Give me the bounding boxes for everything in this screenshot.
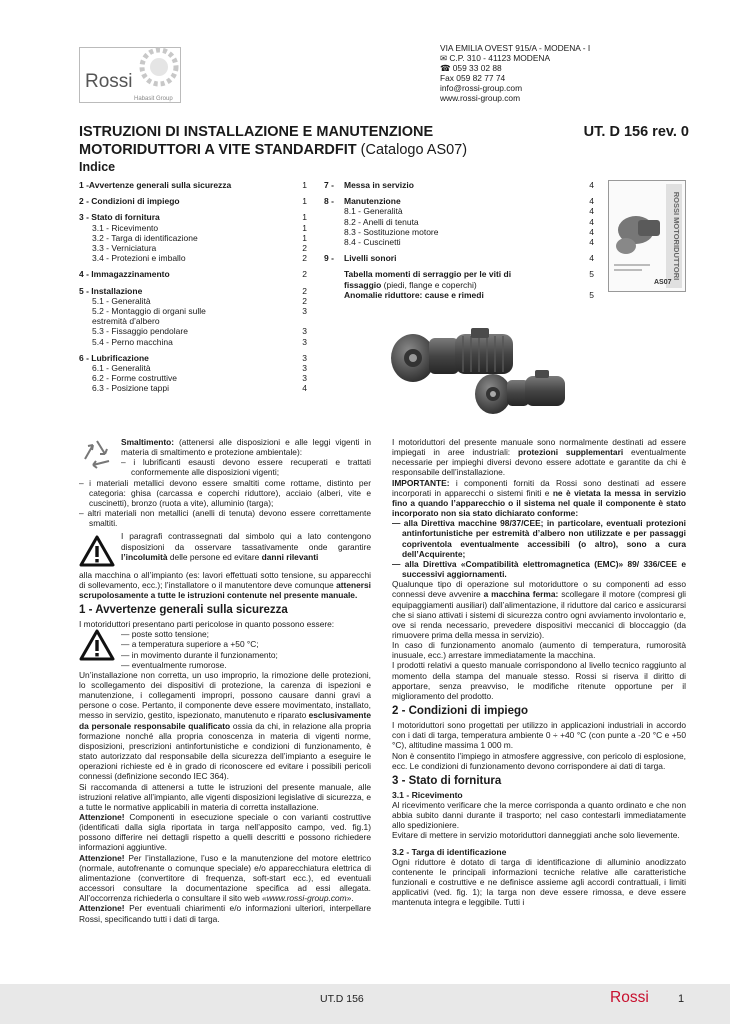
rossi-logo [79, 47, 181, 103]
index-entry-label [344, 237, 401, 247]
notice-emphasis: l’incolumità [121, 551, 168, 562]
index-entry-title: fissaggio [344, 279, 382, 290]
index-entry[interactable] [79, 363, 307, 373]
paragraph: Un’installazione non corretta, un uso improprio, la rimozione delle protezioni, lo scollegamento dei dispositivi di protezione, la carenza di ispezioni e manutenzione, i collegamenti impropri, possono causare danni gravi a persone o cose. Pertanto, il componente deve essere movimentato, installato, messo in servizio, gestito, ispezionato, manutenuto e riparato [79, 669, 371, 721]
index-entry-label [92, 306, 206, 316]
index-entry-label [79, 196, 180, 206]
index-entry-page: 5 [589, 269, 594, 280]
index-entry[interactable] [79, 180, 307, 190]
section-heading: 2 - Condizioni di impiego [392, 705, 529, 718]
title-line-1: ISTRUZIONI DI INSTALLAZIONE E MANUTENZIONE [79, 124, 434, 140]
index-entry-page: 5 [589, 289, 594, 300]
notice-emphasis: danni rilevanti [261, 551, 319, 562]
left-body-column [79, 437, 371, 924]
index-entry-title: estremità d’albero [92, 316, 160, 327]
notice-text: alla macchina o all’impianto (es: lavori effettuati sotto tensione, su apparecchi di sollevamento, ecc.); l’installatore o il manutentore deve comunque [79, 569, 371, 590]
index-entry-title: 3.2 - Targa di identificazione [92, 232, 198, 243]
index-entry[interactable] [79, 269, 307, 279]
website-link[interactable]: «www.rossi-group.com» [261, 893, 352, 904]
paragraph: Al ricevimento verificare che la merce corrisponda a quanto ordinato e che non abbia subito danni durante il trasporto; nel caso contestarli immediatamente allo spedizioniere. [392, 800, 686, 831]
index-entry-label [92, 383, 169, 393]
index-entry[interactable] [79, 373, 307, 383]
index-entry-number: 9 - [324, 253, 334, 264]
document-code: UT. D 156 rev. 0 [583, 124, 689, 140]
index-entry-page: 4 [589, 253, 594, 264]
section-heading: 1 - Avvertenze generali sulla sicurezza [79, 604, 288, 617]
disposal-item: – altri materiali non metallici (anelli di tenuta) devono essere correttamente smaltiti. [79, 508, 371, 529]
index-entry[interactable] [79, 326, 307, 336]
address-line: ✉ C.P. 310 - 41123 MODENA [440, 53, 551, 64]
index-entry-label [92, 337, 173, 347]
index-entry-title: 8.1 - Generalità [344, 206, 403, 217]
index-entry-page: 4 [589, 180, 594, 190]
gearmotor-product-photo [385, 328, 575, 420]
index-entry-label [344, 280, 477, 290]
index-entry[interactable] [324, 280, 594, 290]
index-entry-label [79, 180, 231, 190]
cover-spine-text: ROSSI MOTORIDUTTORI [672, 191, 681, 281]
index-entry-title: Livelli sonori [344, 253, 397, 264]
index-entry-label [79, 269, 170, 279]
index-entry-page: 3 [302, 373, 307, 384]
index-right-column [324, 180, 594, 300]
index-entry[interactable] [324, 227, 594, 237]
index-entry-label [92, 233, 198, 243]
index-entry-label [344, 227, 439, 237]
index-entry-title: 3.1 - Ricevimento [92, 222, 159, 233]
index-entry-page: 3 [302, 326, 307, 337]
index-entry-label [92, 296, 151, 306]
index-entry-label [324, 196, 401, 206]
company-address [440, 43, 590, 104]
index-entry-title: 5 - Installazione [79, 285, 143, 296]
index-entry-title: Tabella momenti di serraggio per le viti di [344, 269, 512, 280]
index-entry[interactable] [79, 196, 307, 206]
index-entry-title: 2 - Condizioni di impiego [79, 196, 180, 207]
hazard-item: — eventualmente rumorose. [121, 659, 227, 670]
paragraph-emphasis: protezioni supplementari [518, 447, 624, 458]
index-entry-label [344, 269, 511, 279]
phone-line: ☎ 059 33 02 88 [440, 63, 502, 74]
attention-label: Attenzione! [79, 852, 125, 863]
index-entry-title: 8.2 - Anelli di tenuta [344, 216, 419, 227]
hazard-list [79, 629, 371, 670]
index-entry-page: 4 [302, 383, 307, 394]
page-number: 1 [678, 993, 685, 1005]
right-body-column [392, 437, 686, 908]
catalog-ref: (Catalogo AS07) [356, 142, 468, 158]
fax-line: Fax 059 82 77 74 [440, 73, 506, 84]
index-entry-title: 3.4 - Protezioni e imballo [92, 253, 186, 264]
directive-item: — alla Direttiva «Compatibilità elettromagnetica (EMC)» 89/ 336/CEE e successivi aggiornamenti. [392, 558, 686, 580]
warning-icon [79, 531, 115, 569]
hazard-item: — in movimento durante il funzionamento; [121, 649, 278, 660]
paragraph: I motoriduttori presentano parti pericolose in quanto possono essere: [79, 619, 335, 630]
index-entry-number: 8 - [324, 196, 334, 207]
index-entry[interactable] [324, 217, 594, 227]
paragraph-emphasis: ne è vietata la messa in servizio fino a quando l’apparecchio o il sistema nel quale il componente è stato incorporato non sia stato dichiarato conforme: [392, 487, 686, 519]
index-entry-label [92, 326, 188, 336]
index-entry[interactable] [79, 337, 307, 347]
index-entry[interactable] [79, 306, 307, 316]
index-heading: Indice [79, 160, 116, 174]
warning-icon [79, 629, 115, 670]
logo-text: Rossi [85, 71, 133, 92]
hazard-item: — a temperatura superiore a +50 °C; [121, 639, 259, 650]
paragraph: I prodotti relativi a questo manuale corrispondono al livello tecnico raggiunto al momento della stampa del manuale stesso. Rossi si riserva il diritto di apportare, senza preavviso, le modifiche ritenute opportune per il miglioramento del prodotto. [392, 660, 686, 701]
index-entry-label [324, 180, 414, 190]
hazard-item: — poste sotto tensione; [121, 629, 209, 640]
disposal-item: – i materiali metallici devono essere smaltiti come rottame, distinto per categoria: ghisa (carcassa e coperchi riduttore), acciaio (alberi, vite e cuscinetti), bronzo (ruota a vite), alluminio (targa); [79, 477, 371, 508]
index-entry-title: Manutenzione [344, 196, 401, 207]
paragraph: I motoriduttori del presente manuale sono normalmente destinati ad essere impiegati in aree industriali: [392, 437, 686, 458]
index-entry-page: 2 [302, 295, 307, 306]
paragraph: Evitare di mettere in servizio motoriduttori danneggiati anche solo lievemente. [392, 830, 680, 841]
index-entry[interactable] [79, 296, 307, 306]
paragraph: Non è consentito l’impiego in atmosfere aggressive, con pericolo di esplosione, ecc. Le condizioni di funzionamento devono corrispondere ai dati di targa. [392, 750, 686, 771]
index-entry[interactable] [324, 253, 594, 263]
cover-caption: AS07 [654, 279, 672, 286]
index-entry[interactable] [79, 353, 307, 363]
website-link[interactable]: www.rossi-group.com [440, 93, 521, 104]
index-entry-page: 2 [302, 243, 307, 254]
index-entry-page: 1 [302, 232, 307, 243]
index-entry-page: 3 [302, 336, 307, 347]
index-entry-title: 6.1 - Generalità [92, 363, 151, 374]
index-entry-page: 1 [302, 196, 307, 207]
index-entry-number: 7 - [324, 180, 334, 190]
subsection-heading: 3.1 - Ricevimento [392, 789, 463, 800]
section-heading: 3 - Stato di fornitura [392, 774, 502, 787]
notice-text: delle persone ed evitare [167, 551, 262, 562]
index-entry[interactable] [79, 253, 307, 263]
index-entry-page: 4 [589, 226, 594, 237]
index-entry-label [92, 373, 177, 383]
index-entry-page: 4 [589, 196, 594, 207]
index-entry-title: Messa in servizio [344, 180, 414, 190]
logo-subtext: Habasit Group [134, 96, 173, 102]
index-entry[interactable] [79, 212, 307, 222]
index-entry-page: 3 [302, 306, 307, 317]
index-entry-title: 6 - Lubrificazione [79, 352, 149, 363]
index-entry-title: Anomalie riduttore: cause e rimedi [344, 289, 484, 300]
index-entry-page: 4 [589, 206, 594, 217]
index-entry-title: 3.3 - Verniciatura [92, 243, 157, 254]
index-entry-page: 2 [302, 253, 307, 264]
index-entry-label [92, 223, 158, 233]
index-left-column [79, 180, 307, 394]
paragraph: eventualmente necessarie per impieghi diversi devono essere adottate e garantite da chi è responsabile dell’installazione. [392, 447, 686, 478]
index-entry-label [92, 243, 156, 253]
index-entry[interactable] [324, 206, 594, 216]
attention-label: Attenzione! [79, 812, 125, 822]
index-entry[interactable] [324, 196, 594, 206]
index-entry[interactable] [79, 233, 307, 243]
index-entry-title: 8.4 - Cuscinetti [344, 237, 401, 248]
index-entry[interactable] [79, 286, 307, 296]
paragraph: scollegare il motore (compresi gli equipaggiamenti ausiliari) dall’alimentazione, il riduttore dal carico e assicurarsi che si siano attivati i sistemi di sicurezza contro ogni avviamento involontario e, ove si renda necessario, prevedere dispositivi meccanici di bloccaggio (da rimuovere prima della messa in servizio). [392, 589, 686, 640]
index-entry-page: 2 [302, 285, 307, 296]
footer-document-code: UT.D 156 [320, 993, 364, 1005]
paragraph: Componenti in esecuzione speciale o con varianti costruttive (identificati dalla sigla riportata in targa nell’apposito campo, ved. fig.1) possono differire nei dettagli rispetto a quelli descritti e possono richiedere informazioni aggiuntive. [79, 812, 371, 853]
index-entry-title: 4 - Immagazzinamento [79, 269, 170, 280]
notice-text: I paragrafi contrassegnati dal simbolo qui a lato contengono disposizioni da osservare tassativamente onde garantire [121, 531, 371, 552]
subsection-heading: 3.2 - Targa di identificazione [392, 846, 507, 857]
index-entry-label [92, 253, 186, 263]
index-entry-label [79, 286, 142, 296]
disposal-title: Smaltimento: [121, 437, 175, 447]
index-entry-label [79, 212, 160, 222]
index-entry-label [324, 253, 396, 263]
paragraph-emphasis: a macchina ferma: [483, 589, 559, 600]
index-entry-page: 1 [302, 222, 307, 233]
paragraph: In caso di funzionamento anomalo (aumento di temperatura, rumorosità inusuale, ecc.) arrestare immediatamente la macchina. [392, 640, 686, 661]
document-title [79, 123, 689, 159]
catalog-cover-image [608, 180, 686, 292]
index-entry-label [79, 353, 149, 363]
disposal-section [79, 437, 371, 478]
index-entry-note: (piedi, flange e coperchi) [381, 279, 477, 290]
paragraph: Per eventuali chiarimenti e/o informazioni ulteriori, interpellare Rossi, specificando tutti i dati di targa. [79, 903, 371, 924]
paragraph: ossia da chi, in relazione alla propria formazione nonché alla propria conoscenza in materia di vigenti norme, disposizioni, prescrizioni antinfortunistiche e condizioni di funzionamento, è stato autorizzato dal responsabile della sicurezza dell’impianto a eseguire le operazioni richieste ed è in grado di riconoscere ed evitare i possibili pericoli connessi (definizione secondo IEC 364). [79, 720, 371, 782]
paragraph: Qualunque tipo di operazione sul motoriduttore o su componenti ad esso connessi deve avvenire [392, 579, 686, 600]
index-entry-title: 1 -Avvertenze generali sulla sicurezza [79, 180, 232, 190]
index-entry-page: 4 [589, 237, 594, 248]
email-link[interactable]: info@rossi-group.com [440, 83, 523, 94]
paragraph: Ogni riduttore è dotato di targa di identificazione di alluminio anodizzato contenente le principali informazioni tecniche relative alle caratteristiche funzionali e costruttive e ne definisce assieme agli accordi contrattuali, i limiti applicativi (ved. fig. 1); la targa non deve essere rimossa, e deve essere mantenuta integra e leggibile. Tutti i [392, 856, 686, 908]
index-entry-label [344, 290, 484, 300]
safety-notice [79, 531, 371, 569]
important-label: IMPORTANTE: [392, 477, 450, 488]
paragraph: Si raccomanda di attenersi a tutte le istruzioni del presente manuale, alle istruzioni relative all’impianto, alle vigenti disposizioni legislative di sicurezza, e a tutte le normative applicabili in materia di corretta installazione. [79, 781, 371, 812]
index-entry-label [92, 363, 151, 373]
attention-label: Attenzione! [79, 903, 125, 914]
index-entry-label [92, 316, 160, 326]
index-entry-page: 2 [302, 269, 307, 280]
index-entry-title: 5.3 - Fissaggio pendolare [92, 326, 188, 337]
index-entry-title: 5.4 - Perno macchina [92, 336, 173, 347]
title-line-2: MOTORIDUTTORI A VITE STANDARDFIT [79, 142, 357, 158]
index-entry[interactable] [324, 180, 594, 190]
index-entry-page: 4 [589, 216, 594, 227]
recycle-icon [79, 437, 115, 478]
paragraph: i componenti forniti da Rossi sono destinati ad essere incorporati in apparecchi o sistemi finiti e [392, 477, 686, 498]
paragraph: . [351, 893, 354, 904]
directive-item: — alla Direttiva macchine 98/37/CEE; in particolare, eventuali protezioni antinfortunistiche per estremità d’albero non utilizzate e per passaggi copriventola eventualmente accessibili (o altro), sono a cura dell’Acquirente; [392, 518, 686, 559]
index-entry-title: 5.1 - Generalità [92, 295, 151, 306]
index-entry-page: 1 [302, 212, 307, 223]
index-entry-page: 1 [302, 180, 307, 190]
index-entry[interactable] [324, 269, 594, 279]
footer-brand: Rossi [610, 989, 649, 1006]
paragraph: Per l’installazione, l’uso e la manutenzione del motore elettrico (normale, autofrenante o comunque speciale) e/o apparecchiatura elettrica di alimentazione (convertitore di frequenza, soft-start ecc.), ed eventuali accessori consultare la documentazione specifica ad essi allegata. All’occorrenza richiederla o consultare il sito web [79, 852, 371, 904]
index-entry-title: 5.2 - Montaggio di organi sulle [92, 306, 206, 317]
index-entry-title: 3 - Stato di fornitura [79, 212, 160, 223]
index-entry[interactable] [324, 290, 594, 300]
notice-emphasis: attenersi scrupolosamente a tutte le istruzioni contenute nel presente manuale. [79, 579, 371, 600]
index-entry-title: 6.3 - Posizione tappi [92, 383, 170, 394]
disposal-item: – i lubrificanti esausti devono essere recuperati e trattati conformemente alle disposizioni vigenti; [121, 457, 371, 478]
index-entry[interactable] [79, 316, 307, 326]
index-entry-page: 3 [302, 363, 307, 374]
index-entry[interactable] [79, 383, 307, 393]
index-entry-label [344, 206, 403, 216]
index-entry[interactable] [79, 243, 307, 253]
index-entry-title: 6.2 - Forme costruttive [92, 373, 178, 384]
index-entry[interactable] [79, 223, 307, 233]
index-entry[interactable] [324, 237, 594, 247]
paragraph: I motoriduttori sono progettati per utilizzo in applicazioni industriali in accordo con i dati di targa, temperatura ambiente 0 ÷ +40 °C (con punte a -20 °C e +50 °C), altitudine massima 1 000 m. [392, 720, 686, 751]
index-entry-page: 3 [302, 352, 307, 363]
paragraph-emphasis: esclusivamente da personale responsabile qualificato [79, 710, 371, 731]
disposal-intro: (attenersi alle disposizioni e alle leggi vigenti in materia di smaltimento e protezione ambientale): [121, 437, 371, 458]
address-line: VIA EMILIA OVEST 915/A - MODENA - I [440, 43, 591, 53]
index-entry-label [344, 217, 419, 227]
index-entry-title: 8.3 - Sostituzione motore [344, 226, 439, 237]
